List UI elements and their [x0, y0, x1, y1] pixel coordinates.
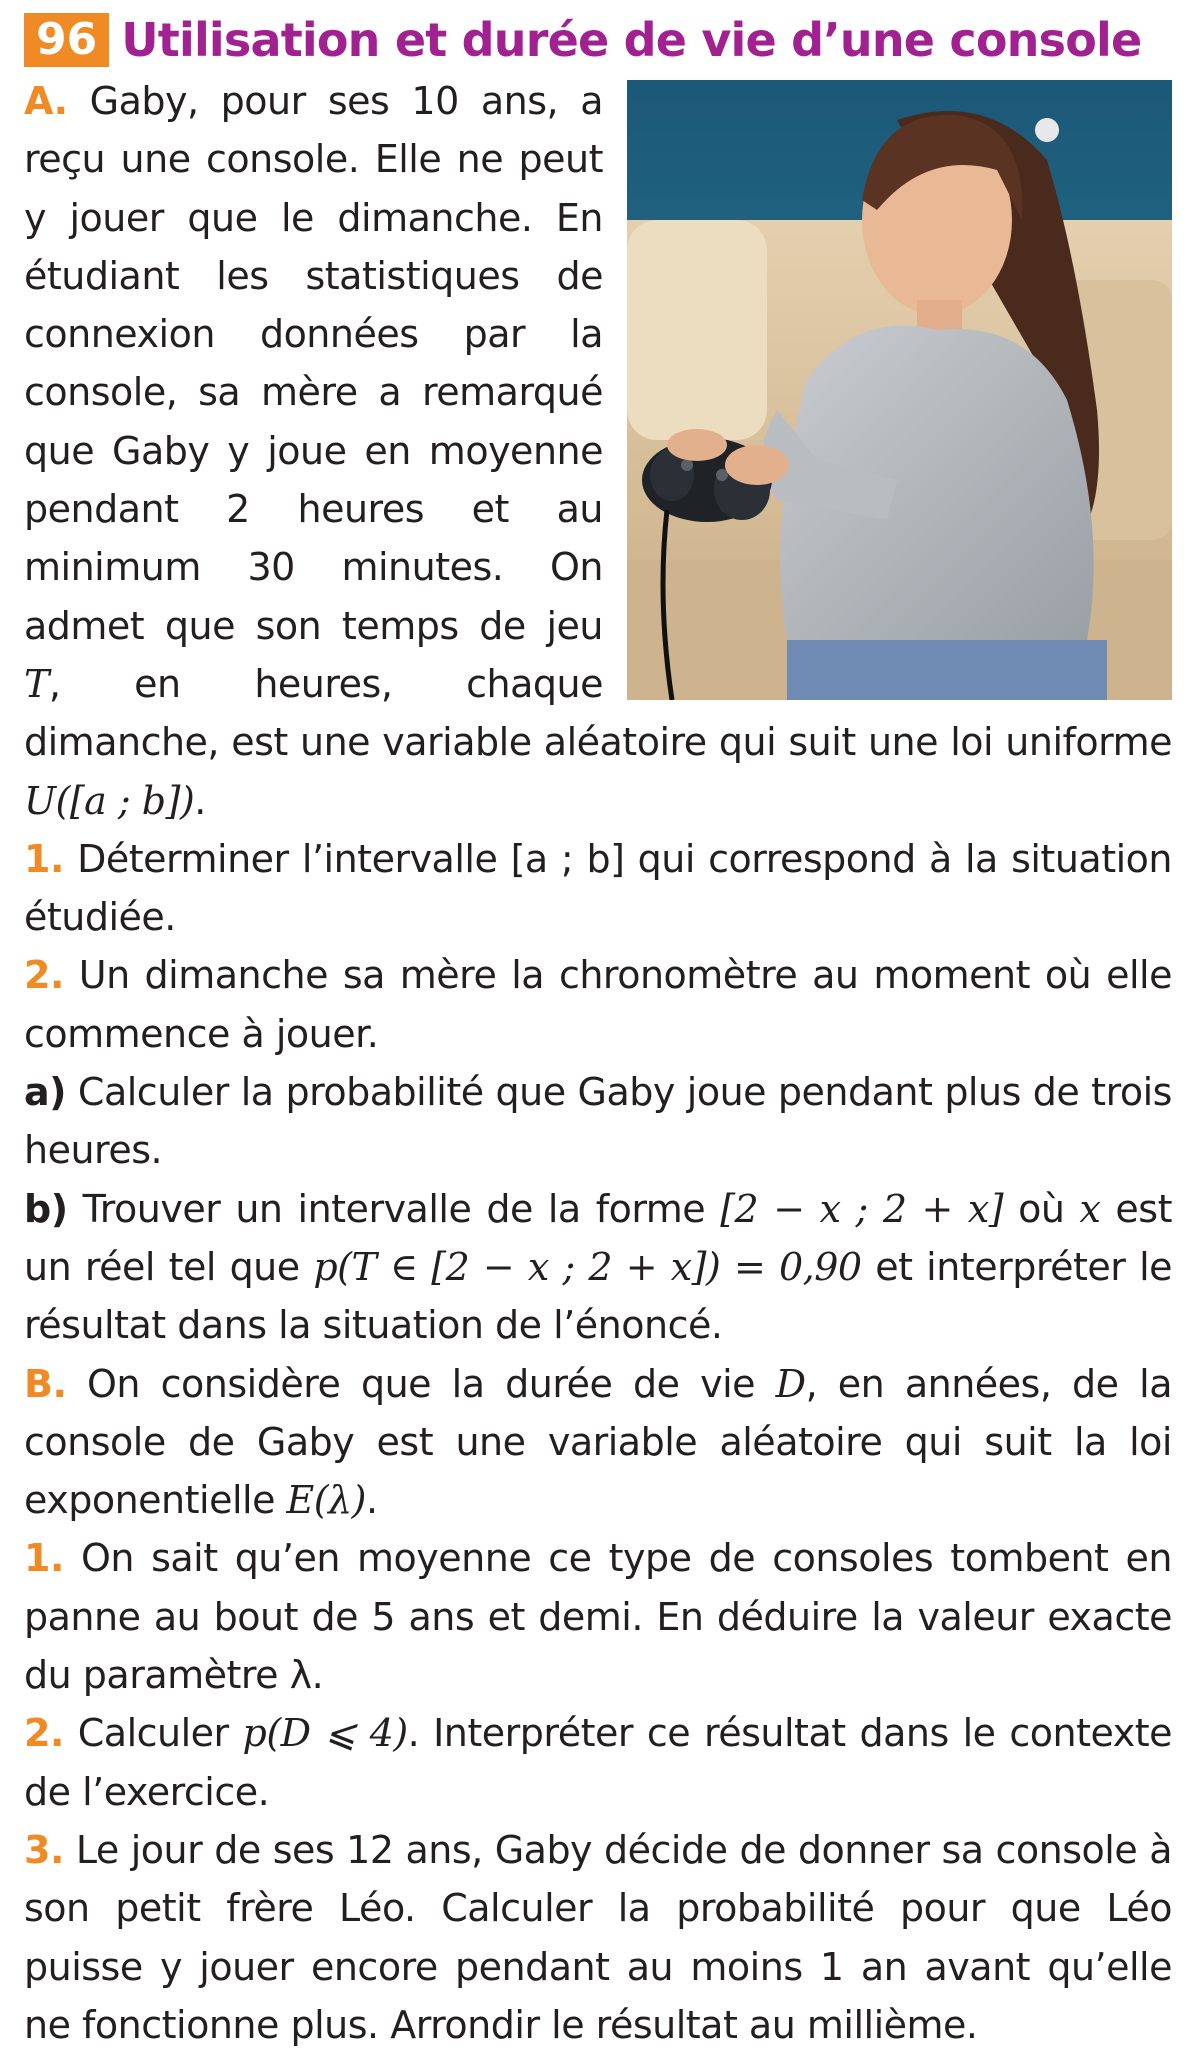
q2-text: Un dimanche sa mère la chronomètre au moment où elle commence à jouer. — [24, 953, 1172, 1056]
photo-illustration — [627, 80, 1172, 700]
part-a-intro — [24, 72, 1172, 830]
b-q2-text-2: . Interpréter ce résultat dans le contexte de l’exercice. — [24, 1711, 1172, 1814]
part-a-question-2a — [24, 1063, 1172, 1180]
var-T: T — [24, 661, 49, 706]
var-D: D — [775, 1361, 806, 1406]
q1-text: Déterminer l’intervalle [a ; b] qui correspond à la situation étudiée. — [24, 836, 1172, 940]
part-b-question-2 — [24, 1704, 1172, 1821]
q2b-label: b) — [24, 1186, 68, 1231]
exercise-title: Utilisation et durée de vie d’une console — [121, 12, 1142, 67]
exponential-law: E(λ) — [286, 1478, 367, 1523]
q1-label: 1. — [24, 836, 64, 881]
b-q1-label: 1. — [24, 1536, 64, 1581]
part-b-intro — [24, 1355, 1172, 1530]
part-b-label: B. — [24, 1361, 67, 1406]
part-b-intro-text-2: , en années, de la console de Gaby est une variable aléatoire qui suit la loi exponentielle — [24, 1361, 1172, 1523]
q2a-text: Calculer la probabilité que Gaby joue pendant plus de trois heures. — [24, 1070, 1172, 1173]
b-q1-text: On sait qu’en moyenne ce type de consoles tombent en panne au bout de 5 ans et demi. En déduire la valeur exacte du paramètre λ. — [24, 1536, 1172, 1698]
uniform-law: U([a ; b]) — [24, 778, 195, 823]
b-q2-text-1: Calculer — [77, 1711, 243, 1756]
q2b-text-2: où — [1003, 1186, 1080, 1231]
q2b-text-1: Trouver un intervalle de la forme — [82, 1186, 721, 1231]
part-a-question-2 — [24, 946, 1172, 1063]
part-a-intro-end: . — [194, 778, 206, 823]
part-b-intro-end: . — [366, 1478, 378, 1523]
exercise-page — [24, 8, 1172, 2054]
b-q3-text: Le jour de ses 12 ans, Gaby décide de donner sa console à son petit frère Léo. Calculer la probabilité pour que Léo puisse y jouer encore pendant au moins 1 an avant qu’elle ne fonctionne plus. Arrondir le résultat au millième. — [24, 1827, 1172, 2047]
part-b-intro-text: On considère que la durée de vie — [87, 1361, 776, 1406]
q2b-text-4: et interpréter le résultat dans la situation de l’énoncé. — [24, 1244, 1172, 1348]
b-q3-label: 3. — [24, 1827, 64, 1872]
part-a-intro-text-2: , en heures, chaque dimanche, est une variable aléatoire qui suit une loi uniforme — [24, 661, 1172, 765]
part-a-question-2b — [24, 1180, 1172, 1355]
part-a-question-1 — [24, 830, 1172, 947]
part-b-question-1 — [24, 1529, 1172, 1704]
q2b-interval: [2 − x ; 2 + x] — [720, 1186, 1004, 1231]
q2a-label: a) — [24, 1070, 67, 1115]
part-a-label: A. — [24, 79, 68, 123]
q2-label: 2. — [24, 953, 64, 998]
b-q2-label: 2. — [24, 1711, 64, 1756]
var-x: x — [1079, 1186, 1101, 1231]
q2b-formula: p(T ∈ [2 − x ; 2 + x]) = 0,90 — [313, 1244, 862, 1289]
part-b-question-3 — [24, 1821, 1172, 2054]
exercise-header — [24, 8, 1172, 72]
part-a-intro-text: Gaby, pour ses 10 ans, a reçu une console. Elle ne peut y jouer que le dimanche. En étudiant les statistiques de connexion données par la console, sa mère a remarqué que Gaby y joue en moyenne pendant 2 heures et au minimum 30 minutes. On admet que son temps de jeu — [24, 79, 603, 648]
b-q2-formula: p(D ⩽ 4) — [242, 1711, 408, 1756]
girl-playing-console-photo — [627, 80, 1172, 700]
q2b-text-3: est un réel tel que — [24, 1186, 1172, 1289]
exercise-body — [24, 72, 1172, 2054]
exercise-number-badge: 96 — [24, 13, 109, 67]
